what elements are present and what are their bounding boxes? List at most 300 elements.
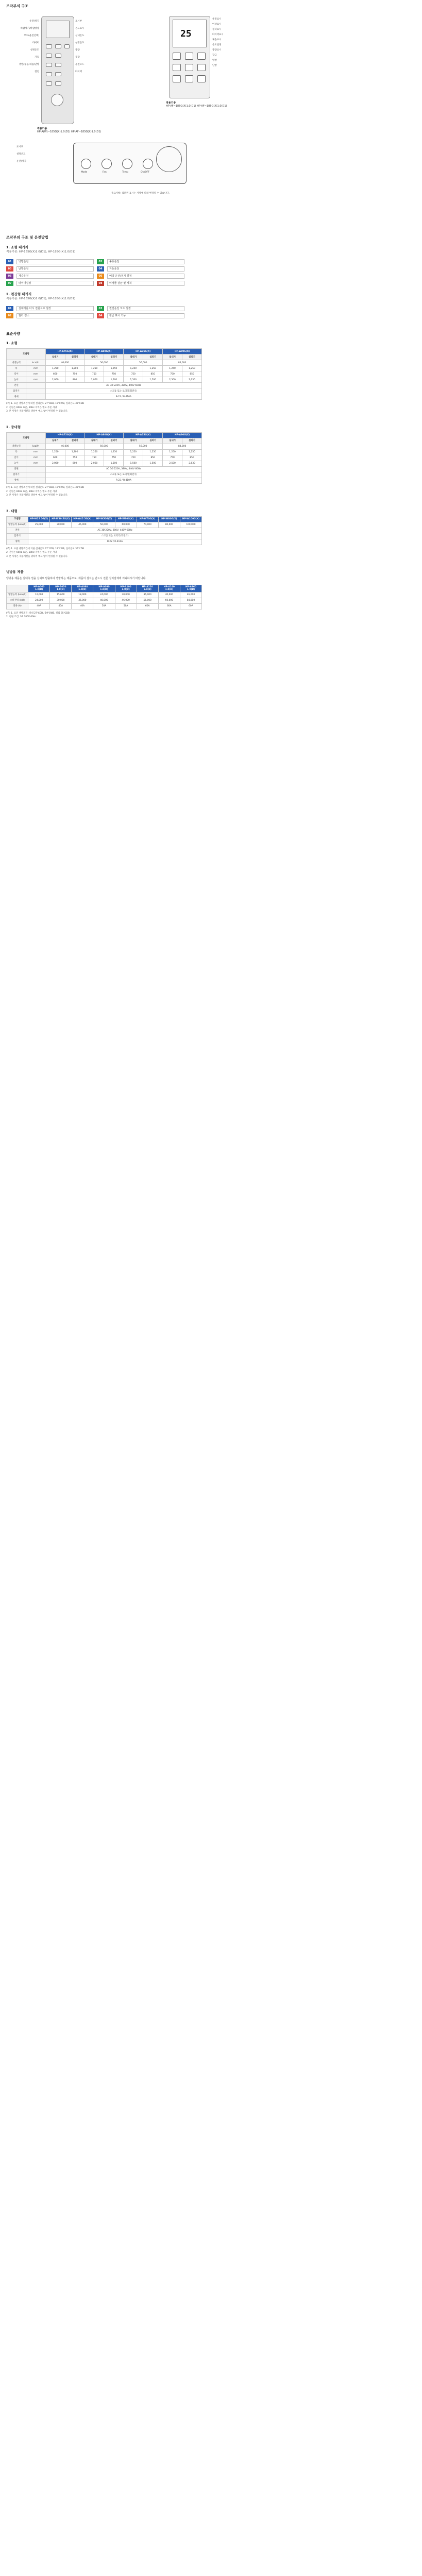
- legend-label: 타이머설정: [16, 281, 94, 286]
- table-cell: 750: [104, 371, 124, 377]
- table-cell: 2,060: [45, 377, 65, 383]
- fan-knob: [102, 159, 112, 169]
- table-cell: 750: [85, 371, 104, 377]
- callout: 운전모드: [75, 63, 85, 66]
- table-cell: AC 3Ø 220V, 380V, 440V 60Hz: [45, 467, 201, 472]
- table-cell: 750: [124, 455, 143, 461]
- remote-button: [185, 75, 193, 82]
- knob-label: ON/OFF: [141, 171, 150, 174]
- remote-button: [46, 81, 52, 86]
- legend-number: 07: [6, 281, 13, 286]
- table-cell: 1,500: [143, 377, 163, 383]
- table-cell: 50A: [93, 603, 115, 609]
- lcd-temperature: 25: [180, 28, 192, 39]
- remote-lcd: [173, 20, 207, 47]
- footnote: 3. 본 사양은 제품개선을 위하여 예고 없이 변경될 수 있습니다.: [6, 410, 68, 413]
- table-cell: 스크롤 또는 로터리(회전식): [28, 533, 202, 539]
- table-header: HP-A80G(X): [85, 433, 124, 438]
- spec-table: [6, 432, 202, 484]
- legend-label: 예약 운전/정지 설정: [107, 274, 184, 279]
- table-title: 냉방용 제품: [6, 570, 24, 574]
- model-label: 적용기종: [37, 127, 47, 130]
- table-header: 실내기: [163, 438, 182, 444]
- table-cell: 60A: [158, 603, 180, 609]
- table-row: [7, 478, 202, 484]
- footnote: (주) 1. 표준 냉방조건에 의한 실내온도 27℃DB, 19℃WB, 실외온도 35℃DB: [6, 547, 85, 550]
- table-header-row: [7, 433, 202, 438]
- legend-number: 04: [97, 266, 104, 272]
- table-header: HP-W45 5G(X): [72, 516, 93, 522]
- table-cell: 850: [182, 371, 202, 377]
- row-unit: kcal/h: [26, 360, 45, 366]
- row-unit: [26, 478, 45, 484]
- table-cell: 84,000: [180, 598, 201, 603]
- remote-screen: [46, 21, 70, 38]
- table-header: 실내기: [45, 354, 65, 360]
- table-cell: 40A: [50, 603, 72, 609]
- row-label: 냉매: [7, 539, 28, 545]
- row-unit: [26, 388, 45, 394]
- callout: 바람세기/바람방향: [20, 27, 39, 30]
- remote-button: [173, 64, 181, 71]
- row-unit: [26, 394, 45, 400]
- table-row: [7, 522, 202, 528]
- table-cell: 1,250: [124, 366, 143, 371]
- table-cell: 750: [85, 455, 104, 461]
- table-cell: 24,000: [28, 598, 50, 603]
- table-cell: 56,000: [85, 444, 124, 450]
- legend-number: 01: [6, 306, 13, 311]
- legend-label: 자동운전: [107, 266, 184, 272]
- legend-label: 절전운전 모드 설정: [107, 306, 184, 311]
- row-label: 전원: [7, 467, 26, 472]
- row-label: 냉방능력 (kcal/h): [7, 592, 28, 598]
- table-header: 실외기: [143, 354, 163, 360]
- table-cell: 660: [45, 455, 65, 461]
- table-header: HP-A90G(X): [163, 433, 202, 438]
- remote-button: [55, 63, 61, 67]
- table-header: 실외기: [104, 354, 124, 360]
- spec-section-title: 표준사양: [6, 331, 21, 336]
- table-cell: 2,500: [163, 377, 182, 383]
- row-unit: mm: [26, 461, 45, 467]
- table-cell: 800: [65, 461, 85, 467]
- table-header: HP-A140 1.0(D): [158, 585, 180, 592]
- callout: 운전표시: [212, 18, 222, 21]
- table-cell: 1,250: [182, 450, 202, 455]
- table-cell: 스크롤 또는 로터리(회전식): [45, 472, 201, 478]
- model-text: HP-AF~185G(X)1.0(D1) HP-AF~185G(X)1.0(D1): [166, 105, 227, 108]
- callout: 풍량: [75, 48, 80, 52]
- row-label: 전원: [7, 383, 26, 388]
- table-header: HP-W60G(X): [115, 516, 137, 522]
- table-header: HP-A90G(X): [163, 349, 202, 354]
- remote-button: [64, 44, 70, 48]
- wireless-remote-illustration: [169, 16, 210, 98]
- callout: 냉방/송풍/제습/난방: [19, 63, 39, 66]
- table-header: 실내기: [124, 354, 143, 360]
- callout: 설정온도: [16, 152, 26, 156]
- legend-number: 03: [6, 266, 13, 272]
- row-label: 전원: [7, 528, 28, 533]
- remote-button: [197, 75, 206, 82]
- legend-number: 02: [97, 259, 104, 264]
- remote-button: [55, 72, 61, 76]
- callout: 이상표시: [212, 23, 222, 26]
- table-header: HP-A75G(X): [124, 433, 163, 438]
- footnote: 2. 전원은 60Hz 표준, 50Hz 지역은 별도 주문 사양: [6, 406, 57, 409]
- row-label: 깊이: [7, 455, 26, 461]
- table-cell: 84,000: [163, 444, 202, 450]
- legend-label: 잠금 표시 기능: [107, 313, 184, 318]
- table-cell: 40,000: [158, 592, 180, 598]
- row-unit: [26, 383, 45, 388]
- legend-number: 03: [97, 306, 104, 311]
- callout: 타이머표시: [212, 33, 224, 36]
- table-cell: 24,000: [93, 592, 115, 598]
- footnote: (주) 1. 표준 냉방조건에 의한 실내온도 27℃DB, 19℃WB, 실외온도 35℃DB: [6, 402, 85, 405]
- table-cell: 스크롤 또는 로터리(회전식): [45, 388, 201, 394]
- table-row: [7, 472, 202, 478]
- table-row: [7, 528, 202, 533]
- row-unit: mm: [26, 450, 45, 455]
- callout: 실내온도: [75, 34, 85, 37]
- table-cell: 1,250: [143, 450, 163, 455]
- legend-grid: [6, 306, 202, 318]
- remote-button: [197, 53, 206, 60]
- table-header-row: [7, 349, 202, 354]
- row-label: 냉방능력: [7, 360, 26, 366]
- table-cell: 2,630: [182, 461, 202, 467]
- table-cell: R-22 / R-410A: [45, 478, 201, 484]
- intro-text: 냉방용 제품은 실내측 열을 실외로 방출하여 냉방하는 제품으로, 제품의 설치는 반드시 전문 설치업체에 의뢰하시기 바랍니다.: [6, 577, 146, 581]
- table-cell: 1,250: [45, 450, 65, 455]
- model-right-block: [166, 101, 295, 108]
- callout: 모드(운전선택): [24, 34, 39, 37]
- footnote: 3. 본 사양은 제품개선을 위하여 예고 없이 변경될 수 있습니다.: [6, 555, 68, 558]
- table-cell: 40,000: [93, 598, 115, 603]
- legend-number: 05: [6, 274, 13, 279]
- row-label: 깊이: [7, 371, 26, 377]
- legend-number: 01: [6, 259, 13, 264]
- table-header: 실외기: [65, 438, 85, 444]
- table-cell: 60,000: [115, 522, 137, 528]
- temp-knob: [122, 159, 132, 169]
- table-cell: AC 3Ø 220V, 380V, 440V 60Hz: [28, 528, 202, 533]
- sub-title: 1. 소형 패키지: [6, 245, 28, 249]
- table-cell: 60,000: [158, 598, 180, 603]
- row-label: 압축기: [7, 472, 26, 478]
- table-row: [7, 444, 202, 450]
- legend-label: 난방운전: [16, 266, 94, 272]
- table-cell: 80,000: [158, 522, 180, 528]
- table-cell: 18,000: [72, 592, 93, 598]
- legend-grid: [6, 259, 202, 286]
- table-cell: 30,000: [115, 592, 137, 598]
- table-header: HP-A100 1.0(D): [115, 585, 137, 592]
- table-header: 실외기: [182, 354, 202, 360]
- table-header-row: [7, 585, 202, 592]
- table-header: 모델명: [7, 433, 46, 444]
- remote-button: [173, 75, 181, 82]
- table-cell: 1,200: [65, 450, 85, 455]
- table-cell: 1,500: [104, 461, 124, 467]
- row-label: 폭: [7, 450, 26, 455]
- callout: 설정온도: [30, 48, 39, 52]
- row-unit: mm: [26, 377, 45, 383]
- table-cell: 50,000: [93, 522, 115, 528]
- table-cell: AC 3Ø 220V, 380V, 440V 60Hz: [45, 383, 201, 388]
- table-row: [7, 388, 202, 394]
- table-cell: 1,500: [124, 377, 143, 383]
- models-note: 적용기종: HP-165G(X)1.0(D1), HP-185G(X)1.0(D1): [6, 297, 76, 300]
- callout: 제습표시: [212, 38, 222, 41]
- table-row: [7, 377, 202, 383]
- power-knob: [143, 159, 153, 169]
- callout: 타이머: [75, 70, 82, 73]
- table-cell: 50A: [115, 603, 137, 609]
- table-header: HP-A070 1.0(D): [50, 585, 72, 592]
- table-cell: 1,250: [182, 366, 202, 371]
- table-row: [7, 592, 202, 598]
- left-callouts: [6, 20, 40, 78]
- remote-button: [46, 72, 52, 76]
- table-cell: 100,000: [180, 522, 201, 528]
- legend-label: 제습운전: [16, 274, 94, 279]
- table-cell: 45,000: [72, 522, 93, 528]
- table-cell: 56,000: [137, 598, 158, 603]
- table-cell: 1,250: [85, 450, 104, 455]
- table-cell: 84,000: [163, 360, 202, 366]
- table-header: [7, 585, 28, 592]
- remote-button: [46, 44, 52, 48]
- table-header: 실외기: [65, 354, 85, 360]
- table-cell: R-22 / R-410A: [45, 394, 201, 400]
- row-label: 높이: [7, 377, 26, 383]
- table-cell: 750: [65, 455, 85, 461]
- remote-button: [55, 44, 61, 48]
- table-cell: 36,000: [137, 592, 158, 598]
- table-cell: 36,000: [72, 598, 93, 603]
- table-cell: 1,250: [143, 366, 163, 371]
- table-title: 1. 소형: [6, 341, 18, 346]
- model-label: 적용기종: [166, 101, 176, 105]
- remote-diagram: [6, 13, 416, 229]
- legend-label: 미생물 살균 및 세척: [107, 281, 184, 286]
- table-header: HP-A75G(X): [124, 349, 163, 354]
- table-row: [7, 461, 202, 467]
- table-cell: 750: [104, 455, 124, 461]
- table-cell: 56,000: [85, 360, 124, 366]
- callout: 잠금: [212, 54, 217, 57]
- row-unit: [26, 467, 45, 472]
- table-row: [7, 455, 202, 461]
- row-unit: mm: [26, 366, 45, 371]
- table-cell: 2,500: [163, 461, 182, 467]
- table-title: 3. 대형: [6, 509, 18, 513]
- table-cell: 30,000: [50, 522, 72, 528]
- table-header: 실외기: [104, 438, 124, 444]
- row-unit: [26, 472, 45, 478]
- table-cell: 12,000: [28, 592, 50, 598]
- legend-label: 실내기를 다시 전원으로 설정: [16, 306, 94, 311]
- mid-callouts: [75, 20, 111, 78]
- table-header: HP-A120 1.0(D): [137, 585, 158, 592]
- table-cell: 750: [163, 455, 182, 461]
- table-cell: 750: [124, 371, 143, 377]
- table-header: HP-W50G(X): [93, 516, 115, 522]
- callout: 표시부: [75, 20, 82, 23]
- spec-table: [6, 516, 202, 545]
- table-header-row: [7, 516, 202, 522]
- callout: 풍향: [75, 56, 80, 59]
- remote-button: [55, 81, 61, 86]
- table-cell: 56,000: [124, 444, 163, 450]
- callout: 절전: [35, 70, 39, 73]
- row-label: 전류 (A): [7, 603, 28, 609]
- callout: 온도표시: [75, 27, 85, 30]
- table-header: HP-W25 5G(X): [28, 516, 50, 522]
- table-header: HP-W70G(X): [137, 516, 158, 522]
- row-label: 압축기: [7, 388, 26, 394]
- footnote: 2. 전원은 60Hz 표준, 50Hz 지역은 별도 주문 사양: [6, 551, 57, 554]
- table-cell: 60A: [137, 603, 158, 609]
- table-cell: 46,000: [115, 598, 137, 603]
- table-row: [7, 603, 202, 609]
- table-row: [7, 383, 202, 388]
- table-row: [7, 533, 202, 539]
- table-cell: 1,250: [163, 366, 182, 371]
- table-header: 모델명: [7, 349, 46, 360]
- table-header: 실내기: [85, 438, 104, 444]
- table-header: HP-A75G(X): [45, 433, 85, 438]
- diagram-note: 주요사항: 리모컨 표시는 사양에 따라 변경될 수 있습니다.: [111, 192, 170, 195]
- table-cell: 1,500: [124, 461, 143, 467]
- table-cell: 60A: [180, 603, 201, 609]
- row-label: 냉매: [7, 394, 26, 400]
- legend-number: 06: [97, 274, 104, 279]
- callout: 난방: [212, 64, 217, 67]
- remote-dial: [51, 94, 63, 106]
- callout: 필터표시: [212, 28, 222, 31]
- table-cell: 660: [45, 371, 65, 377]
- remote-button: [46, 54, 52, 58]
- callout: 자동: [35, 56, 39, 59]
- table-header: HP-A80G(X): [85, 349, 124, 354]
- legend-label: 송풍운전: [107, 259, 184, 264]
- table-header: 실내기: [85, 354, 104, 360]
- table-cell: 850: [182, 455, 202, 461]
- table-cell: 2,630: [182, 377, 202, 383]
- remote-button: [46, 63, 52, 67]
- row-label: 냉매: [7, 478, 26, 484]
- spec-table: [6, 585, 202, 609]
- table-cell: 850: [143, 455, 163, 461]
- callout: 운전/정지: [16, 160, 26, 163]
- legend-label: 냉방운전: [16, 259, 94, 264]
- control-panel-diagram: [16, 135, 223, 202]
- remote-section-title: 조작부의 구조: [6, 4, 29, 8]
- table-header: 실내기: [124, 438, 143, 444]
- table-cell: 15,600: [50, 592, 72, 598]
- table-row: [7, 360, 202, 366]
- table-cell: 1,500: [104, 377, 124, 383]
- table-cell: 46,000: [45, 360, 85, 366]
- table-title: 2. 중대형: [6, 425, 21, 429]
- table-cell: 30,000: [50, 598, 72, 603]
- callout: 온도설정: [212, 43, 222, 46]
- footnote: 3. 본 사양은 제품개선을 위하여 예고 없이 변경될 수 있습니다.: [6, 494, 68, 497]
- callout: 냉방: [212, 59, 217, 62]
- footnote: (주) 1. 표준 냉방조건에 의한 실내온도 27℃DB, 19℃WB, 실외온도 35℃DB: [6, 486, 85, 489]
- right-callouts: [212, 18, 295, 70]
- table-cell: 750: [163, 371, 182, 377]
- table-cell: 1,250: [163, 450, 182, 455]
- wired-remote-illustration: [41, 16, 74, 124]
- table-header: 실외기: [143, 438, 163, 444]
- callout: 운전/정지: [29, 20, 39, 23]
- table-cell: 750: [65, 371, 85, 377]
- structure-section-title: 조작부의 구조 및 운전방법: [6, 235, 48, 240]
- table-cell: 2,060: [45, 461, 65, 467]
- table-cell: 25,000: [28, 522, 50, 528]
- thermostat-dial: [156, 146, 182, 172]
- table-header: 모델명: [7, 516, 28, 522]
- table-cell: 46,000: [45, 444, 85, 450]
- model-text: HP-A(W)~185G(X)1.0(D1) HP-AF~185G(X)1.0(D1): [37, 130, 102, 133]
- model-left-block: [37, 127, 161, 134]
- table-row: [7, 371, 202, 377]
- legend-number: 04: [97, 313, 104, 318]
- remote-button: [185, 64, 193, 71]
- table-header: HP-A090 1.0(D): [93, 585, 115, 592]
- table-row: [7, 366, 202, 371]
- callout: 타이머: [32, 41, 39, 44]
- table-row: [7, 394, 202, 400]
- table-cell: 850: [143, 371, 163, 377]
- table-cell: 1,250: [85, 366, 104, 371]
- table-cell: 2,060: [85, 461, 104, 467]
- legend-label: 필터 청소: [16, 313, 94, 318]
- legend-number: 08: [97, 281, 104, 286]
- remote-button: [173, 53, 181, 60]
- table-cell: 40A: [28, 603, 50, 609]
- table-row: [7, 450, 202, 455]
- table-header: HP-A080 1.0(D): [72, 585, 93, 592]
- row-unit: mm: [26, 371, 45, 377]
- mode-knob: [81, 159, 91, 169]
- table-cell: 70,000: [137, 522, 158, 528]
- table-cell: 800: [65, 377, 85, 383]
- callout: 표시부: [16, 145, 24, 148]
- footnote: 2. 전원은 60Hz 표준, 50Hz 지역은 별도 주문 사양: [6, 490, 57, 493]
- sub-title: 2. 천장형 패키지: [6, 292, 32, 296]
- table-header: HP-W80G(X): [158, 516, 180, 522]
- table-cell: 2,060: [85, 377, 104, 383]
- table-cell: 1,200: [65, 366, 85, 371]
- table-header: 실외기: [182, 438, 202, 444]
- lower-callouts: [16, 146, 68, 167]
- table-header: HP-A75G(X): [45, 349, 85, 354]
- row-label: 냉방능력: [7, 444, 26, 450]
- table-header: HP-W100G(X): [180, 516, 201, 522]
- table-row: [7, 539, 202, 545]
- knob-label: Mode: [81, 171, 88, 174]
- table-cell: 46,000: [180, 592, 201, 598]
- row-unit: kcal/h: [26, 444, 45, 450]
- remote-button: [185, 53, 193, 60]
- legend-number: 02: [6, 313, 13, 318]
